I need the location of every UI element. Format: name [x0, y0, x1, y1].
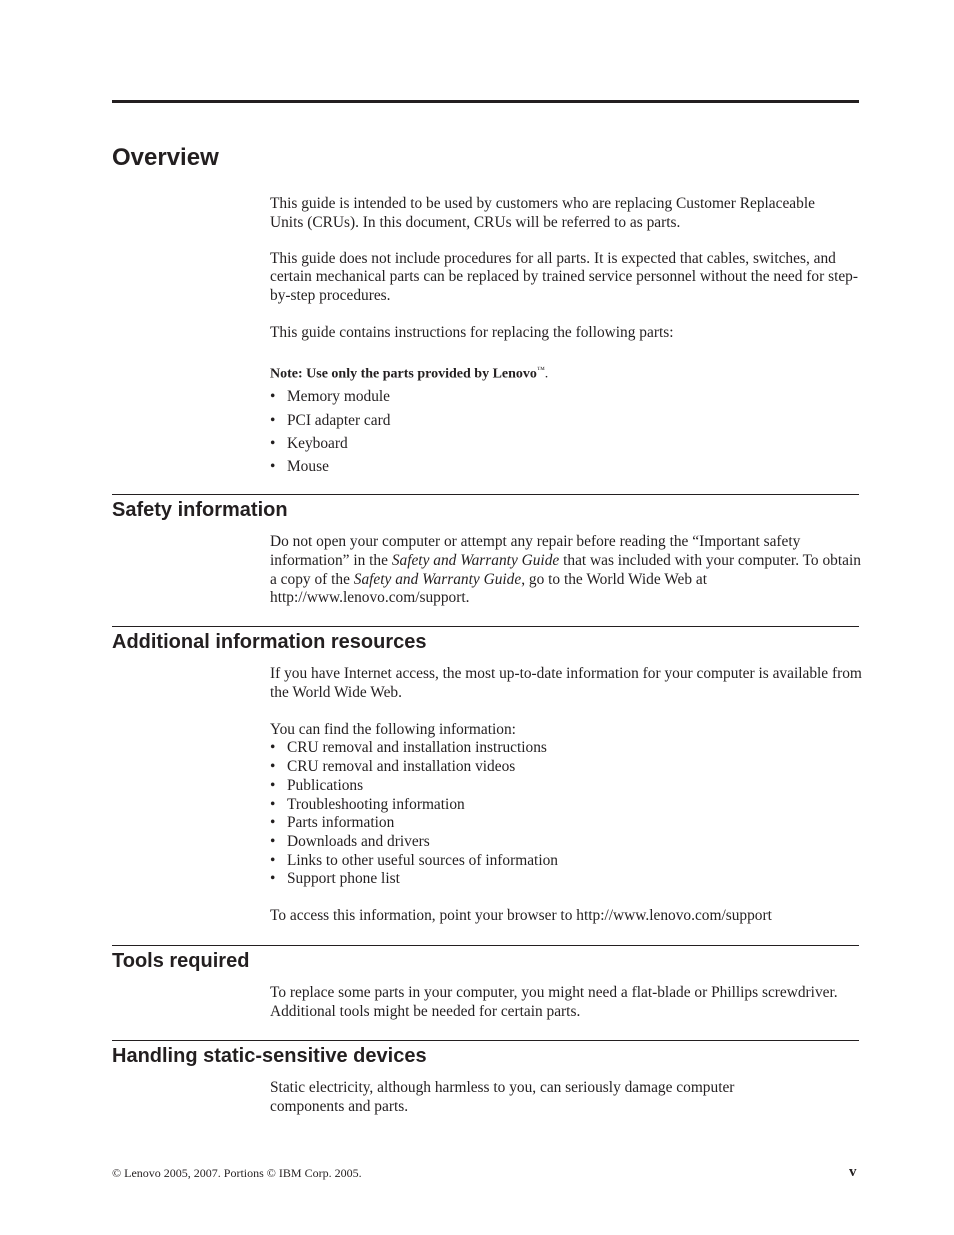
note-text: Use only the parts provided by Lenovo: [306, 366, 537, 382]
page-title: Overview: [112, 144, 219, 171]
additional-paragraph-3: To access this information, point your browser to http://www.lenovo.com/support: [270, 907, 772, 925]
guide-title: Safety and Warranty Guide: [391, 551, 560, 569]
list-item: • Links to other useful sources of information: [270, 852, 862, 871]
static-section: [270, 1079, 862, 1117]
list-item: • Support phone list: [270, 870, 862, 889]
list-item: • Mouse: [270, 455, 862, 478]
section-divider: [112, 626, 859, 627]
overview-paragraph-2: This guide does not include procedures for all parts. It is expected that cables, switches, and certain mechanical parts can be replaced by trained service personnel without the need for step-by-step procedures.: [270, 249, 859, 305]
overview-paragraph-1: This guide is intended to be used by customers who are replacing Customer Replaceable Units (CRUs). In this document, CRUs will be referred to as parts.: [270, 195, 815, 231]
guide-title: Safety and Warranty Guide: [353, 570, 522, 588]
list-item: • CRU removal and installation videos: [270, 758, 862, 777]
list-item: • Memory module: [270, 385, 862, 408]
list-item: • Publications: [270, 777, 862, 796]
top-rule: [112, 100, 859, 103]
list-item: • Downloads and drivers: [270, 833, 862, 852]
safety-section: [270, 533, 862, 608]
note-label: Note:: [270, 366, 303, 382]
list-item: • Troubleshooting information: [270, 796, 862, 815]
parts-list: [270, 385, 862, 478]
page-number: v: [849, 1164, 857, 1180]
overview-section: [270, 195, 862, 478]
additional-section: [270, 665, 862, 926]
tools-section: [270, 984, 862, 1022]
heading-static-sensitive-devices: Handling static-sensitive devices: [112, 1045, 427, 1067]
section-divider: [112, 1040, 859, 1041]
trademark-symbol: ™: [536, 364, 545, 374]
list-item: • Keyboard: [270, 432, 862, 455]
tools-paragraph: To replace some parts in your computer, you might need a flat-blade or Phillips screwdriver. Additional tools might be needed for certain parts.: [270, 984, 838, 1020]
list-item: • CRU removal and installation instructions: [270, 739, 862, 758]
safety-paragraph: Do not open your computer or attempt any repair before reading the “Important safety information” in the Safety and Warranty Guide that was included with your computer. To obtain a copy of the Safety and Warranty Guide, go to the World Wide Web at http://www.lenovo.com/support.: [270, 533, 861, 607]
section-divider: [112, 945, 859, 946]
static-paragraph: Static electricity, although harmless to you, can seriously damage computer components and parts.: [270, 1079, 735, 1115]
list-item: • Parts information: [270, 814, 862, 833]
heading-safety-information: Safety information: [112, 499, 288, 521]
note: Note: Use only the parts provided by Lenovo™.: [270, 364, 549, 382]
additional-paragraph-1: If you have Internet access, the most up-to-date information for your computer is available from the World Wide Web.: [270, 665, 862, 701]
heading-additional-information: Additional information resources: [112, 631, 427, 653]
heading-tools-required: Tools required: [112, 950, 250, 972]
footer-copyright: © Lenovo 2005, 2007. Portions © IBM Corp. 2005.: [112, 1166, 362, 1180]
section-divider: [112, 494, 859, 495]
additional-paragraph-2: You can find the following information:: [270, 720, 516, 738]
overview-paragraph-3: This guide contains instructions for replacing the following parts:: [270, 323, 674, 341]
resources-list: [270, 739, 862, 889]
list-item: • PCI adapter card: [270, 409, 862, 432]
